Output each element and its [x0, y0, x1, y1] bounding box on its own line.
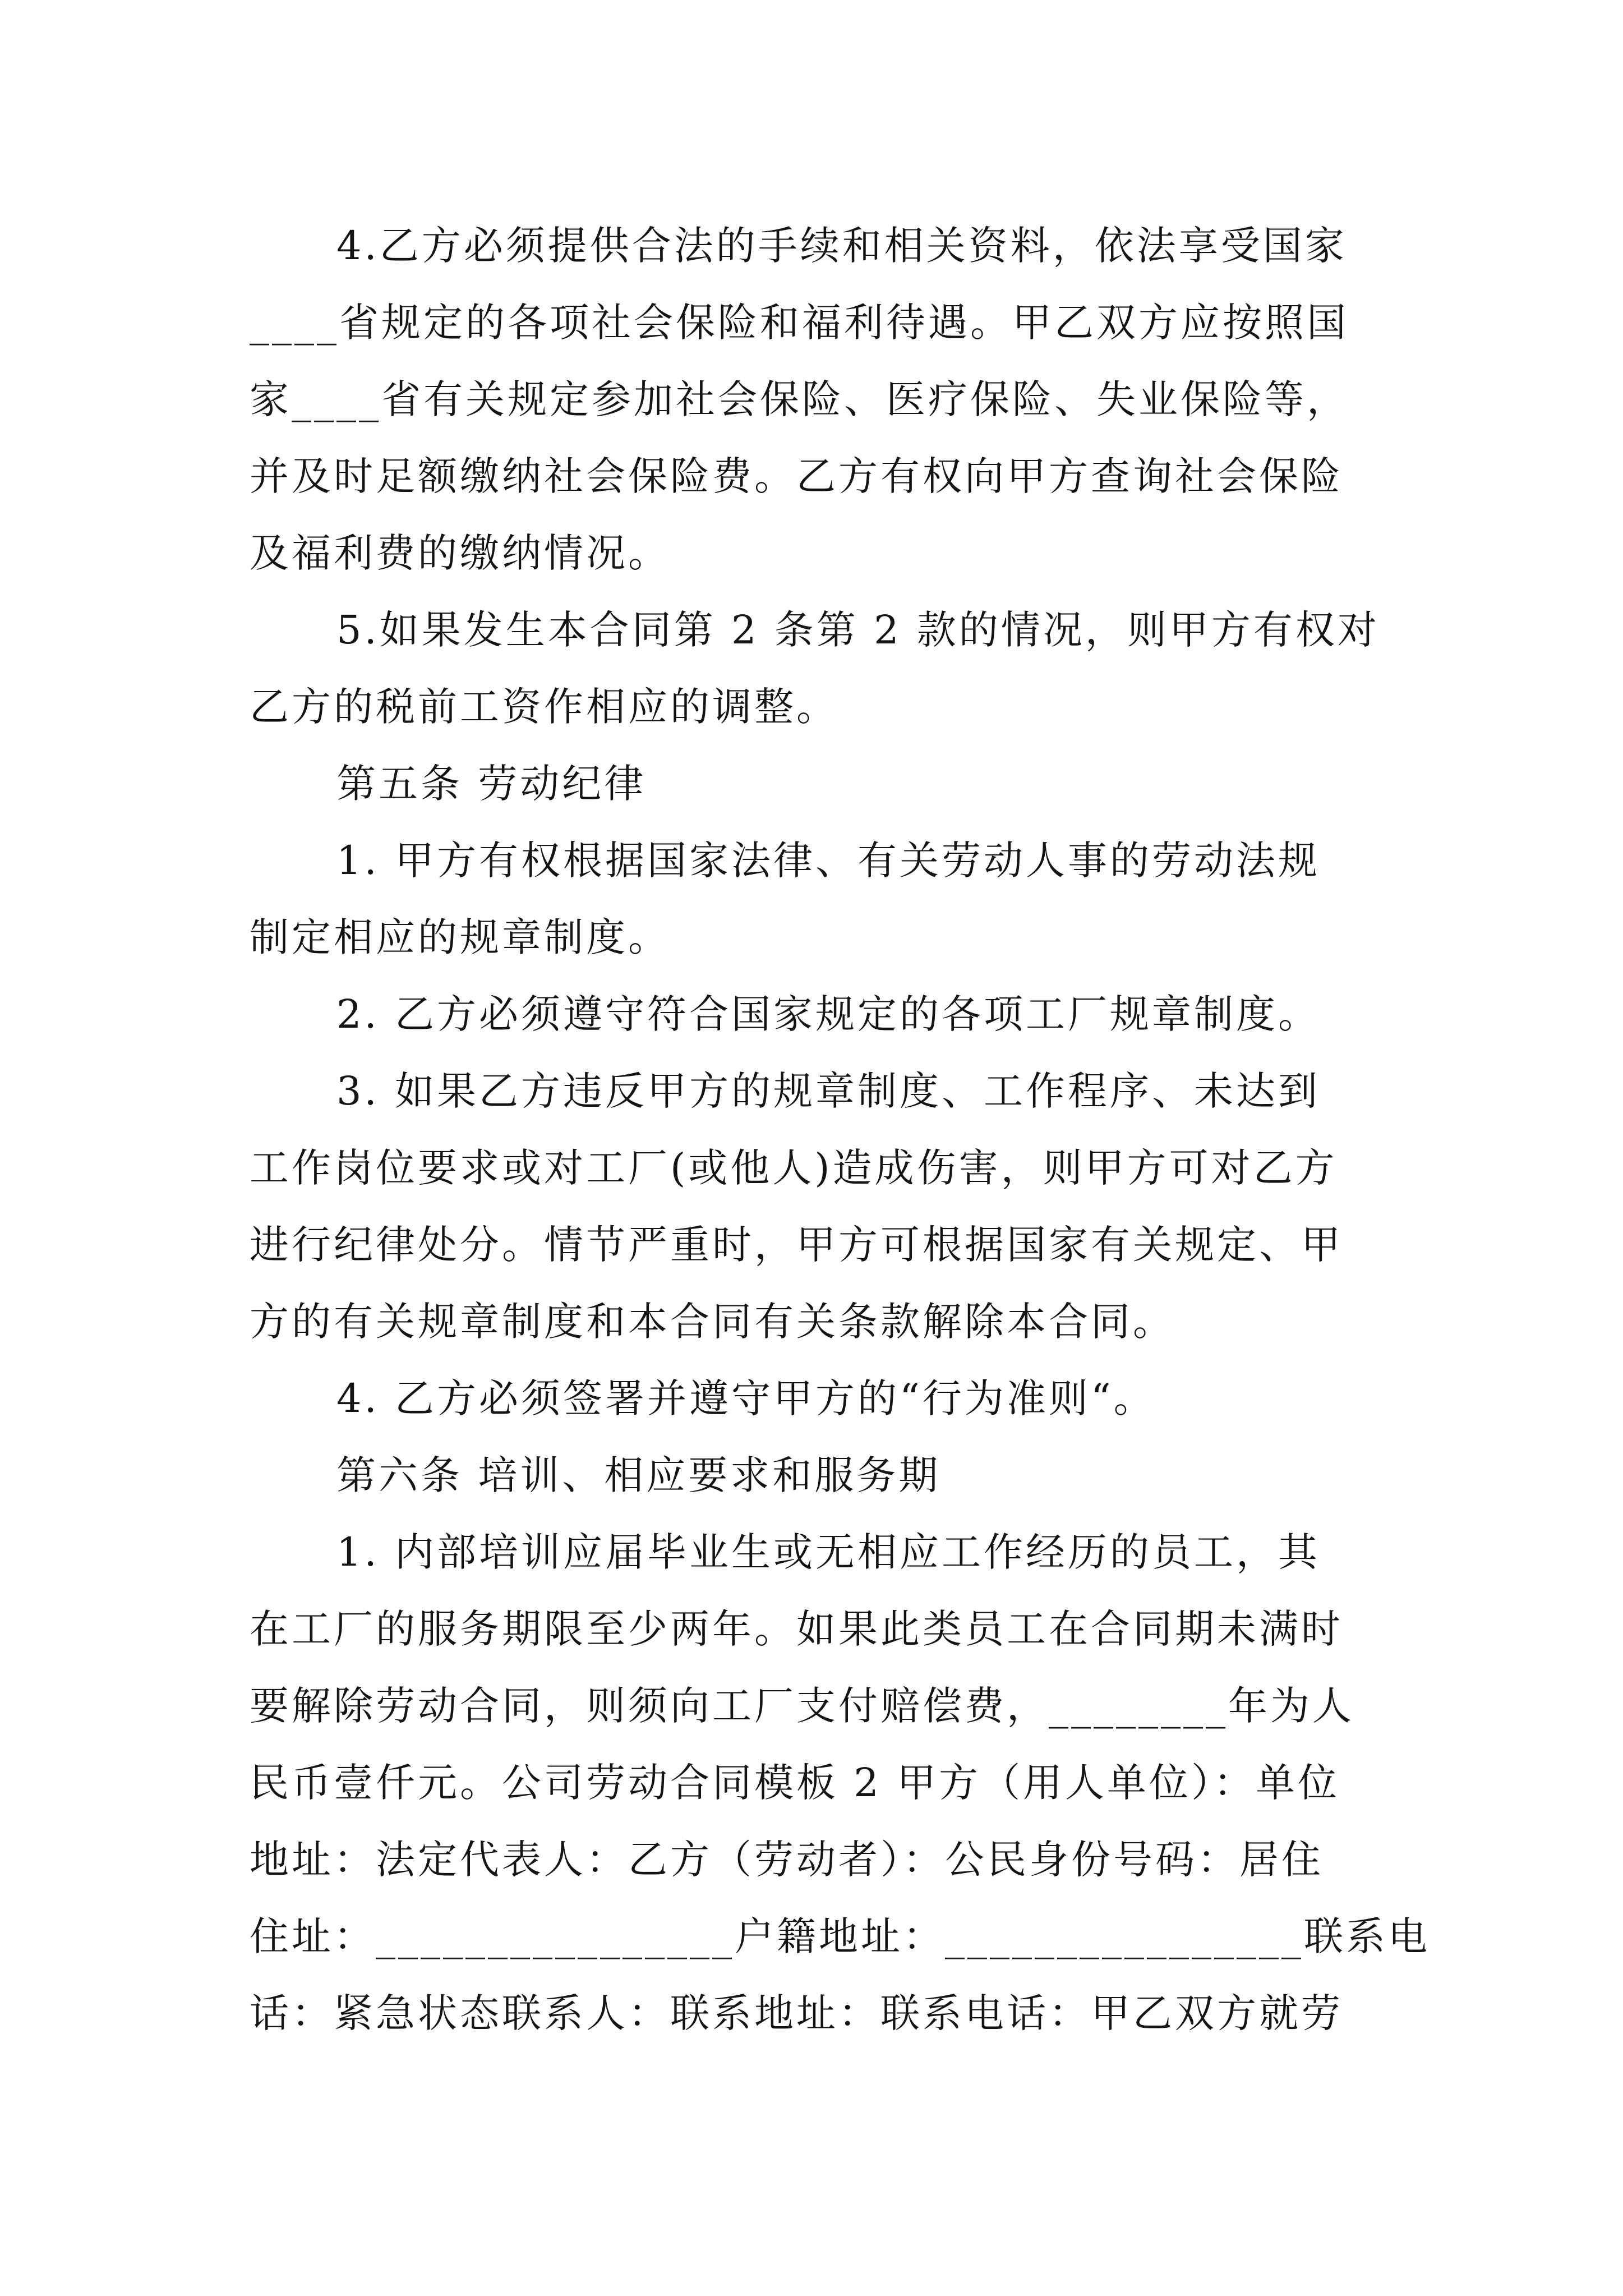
text-line: 1. 甲方有权根据国家法律、有关劳动人事的劳动法规 [336, 838, 1321, 884]
text-line: ____省规定的各项社会保险和福利待遇。甲乙双方应按照国 [250, 300, 1349, 346]
text-line: 家____省有关规定参加社会保险、医疗保险、失业保险等， [250, 376, 1349, 422]
text-line: 并及时足额缴纳社会保险费。乙方有权向甲方查询社会保险 [250, 453, 1343, 499]
text-line: 民币壹仟元。公司劳动合同模板 2 甲方（用人单位）：单位 [250, 1760, 1340, 1806]
text-line: 地址：法定代表人：乙方（劳动者）：公民身份号码：居住 [250, 1837, 1324, 1883]
body-text [250, 208, 1430, 2052]
text-line: 5.如果发生本合同第 2 条第 2 款的情况，则甲方有权对 [336, 607, 1380, 653]
section-heading: 第六条 培训、相应要求和服务期 [336, 1452, 941, 1498]
text-line: 话：紧急状态联系人：联系地址：联系电话：甲乙双方就劳 [250, 1990, 1343, 2036]
text-line: 3. 如果乙方违反甲方的规章制度、工作程序、未达到 [336, 1068, 1321, 1114]
text-line: 在工厂的服务期限至少两年。如果此类员工在合同期未满时 [250, 1606, 1343, 1652]
text-line: 制定相应的规章制度。 [250, 914, 670, 960]
text-line: 工作岗位要求或对工厂(或他人)造成伤害，则甲方可对乙方 [250, 1145, 1338, 1191]
text-line: 2. 乙方必须遵守符合国家规定的各项工厂规章制度。 [336, 991, 1321, 1037]
text-line: 4. 乙方必须签署并遵守甲方的“行为准则“。 [336, 1375, 1156, 1421]
text-line: 乙方的税前工资作相应的调整。 [250, 684, 838, 730]
text-line: 要解除劳动合同，则须向工厂支付赔偿费，________年为人 [250, 1683, 1354, 1729]
text-line: 方的有关规章制度和本合同有关条款解除本合同。 [250, 1299, 1175, 1345]
section-heading: 第五条 劳动纪律 [336, 761, 647, 807]
text-line: 住址：________________户籍地址：________________联系电 [250, 1913, 1430, 1959]
text-line: 进行纪律处分。情节严重时，甲方可根据国家有关规定、甲 [250, 1222, 1343, 1268]
text-line: 4.乙方必须提供合法的手续和相关资料，依法享受国家 [336, 223, 1347, 269]
text-line: 及福利费的缴纳情况。 [250, 530, 670, 576]
text-line: 1. 内部培训应届毕业生或无相应工作经历的员工，其 [336, 1529, 1321, 1575]
